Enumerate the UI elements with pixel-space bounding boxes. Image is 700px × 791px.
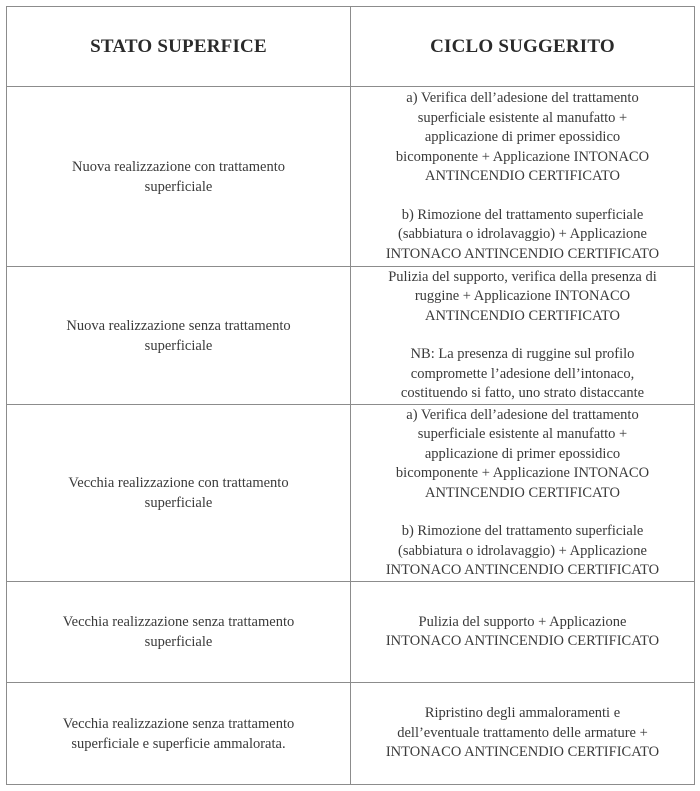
cycle-text: ANTINCENDIO CERTIFICATO — [424, 484, 620, 501]
state-text: Vecchia realizzazione con trattamento — [68, 475, 289, 491]
cycle-text: INTONACO ANTINCENDIO CERTIFICATO — [385, 744, 660, 761]
state-text: Vecchia realizzazione senza trattamento — [62, 715, 295, 732]
state-text: Nuova realizzazione con trattamento — [72, 158, 285, 175]
cycle-text: superficiale esistente al manufatto + — [417, 426, 628, 442]
cycle-text: ANTINCENDIO CERTIFICATO — [424, 168, 620, 184]
note-text: NB: La presenza di ruggine sul profilo — [410, 346, 635, 362]
cycle-cell — [351, 405, 695, 582]
state-text: Nuova realizzazione senza trattamento — [66, 317, 291, 334]
table-row — [7, 87, 695, 267]
state-text: superficiale — [144, 337, 213, 354]
cycle-text: Ripristino degli ammaloramenti e — [424, 705, 621, 722]
table-row — [7, 683, 695, 785]
cycle-text: INTONACO ANTINCENDIO CERTIFICATO — [385, 562, 660, 578]
state-text: superficiale e superficie ammalorata. — [71, 735, 286, 752]
cycle-text: applicazione di primer epossidico — [424, 445, 621, 462]
cycle-text: bicomponente + Applicazione INTONACO — [395, 148, 650, 165]
note-text: compromette l’adesione dell’intonaco, — [410, 365, 635, 382]
header-ciclo-suggerito: CICLO SUGGERITO — [351, 7, 695, 87]
state-cell — [7, 87, 351, 267]
cycle-cell — [351, 87, 695, 267]
state-text: superficiale — [144, 634, 213, 650]
cycle-text: (sabbiatura o idrolavaggio) + Applicazione — [398, 542, 647, 559]
table-row — [7, 405, 695, 582]
cycle-text: superficiale esistente al manufatto + — [417, 109, 628, 126]
cycle-text: ruggine + Applicazione INTONACO — [414, 288, 631, 304]
state-cell — [7, 405, 351, 582]
cycle-text: bicomponente + Applicazione INTONACO — [395, 465, 650, 481]
cycle-text: a) Verifica dell’adesione del trattamento — [406, 406, 639, 423]
cycle-text: INTONACO ANTINCENDIO CERTIFICATO — [385, 245, 660, 262]
state-cell — [7, 267, 351, 405]
state-cell — [7, 582, 351, 683]
document-table-wrapper — [6, 6, 694, 784]
cycle-text: Pulizia del supporto + Applicazione — [418, 613, 627, 630]
note-text: costituendo si fatto, uno strato distaccante — [400, 385, 645, 401]
cycle-text: b) Rimozione del trattamento superficiale — [401, 523, 644, 539]
cycle-text: a) Verifica dell’adesione del trattamento — [406, 90, 639, 106]
cycle-cell — [351, 582, 695, 683]
table-row — [7, 582, 695, 683]
cycle-text: ANTINCENDIO CERTIFICATO — [424, 307, 620, 324]
surface-treatment-table — [6, 6, 695, 785]
state-text: superficiale — [144, 178, 213, 195]
state-text: superficiale — [144, 495, 213, 511]
table-header-row — [7, 7, 695, 87]
cycle-text: Pulizia del supporto, verifica della presenza di — [388, 268, 657, 285]
cycle-text: b) Rimozione del trattamento superficiale — [401, 206, 644, 223]
cycle-cell — [351, 267, 695, 405]
cycle-text: (sabbiatura o idrolavaggio) + Applicazione — [398, 226, 647, 242]
cycle-text: INTONACO ANTINCENDIO CERTIFICATO — [385, 633, 660, 649]
cycle-text: applicazione di primer epossidico — [424, 129, 621, 145]
cycle-text: dell’eventuale trattamento delle armature + — [397, 724, 648, 741]
state-cell — [7, 683, 351, 785]
header-stato-superfice: STATO SUPERFICE — [7, 7, 351, 87]
cycle-cell — [351, 683, 695, 785]
state-text: Vecchia realizzazione senza trattamento — [62, 614, 295, 630]
table-row — [7, 267, 695, 405]
